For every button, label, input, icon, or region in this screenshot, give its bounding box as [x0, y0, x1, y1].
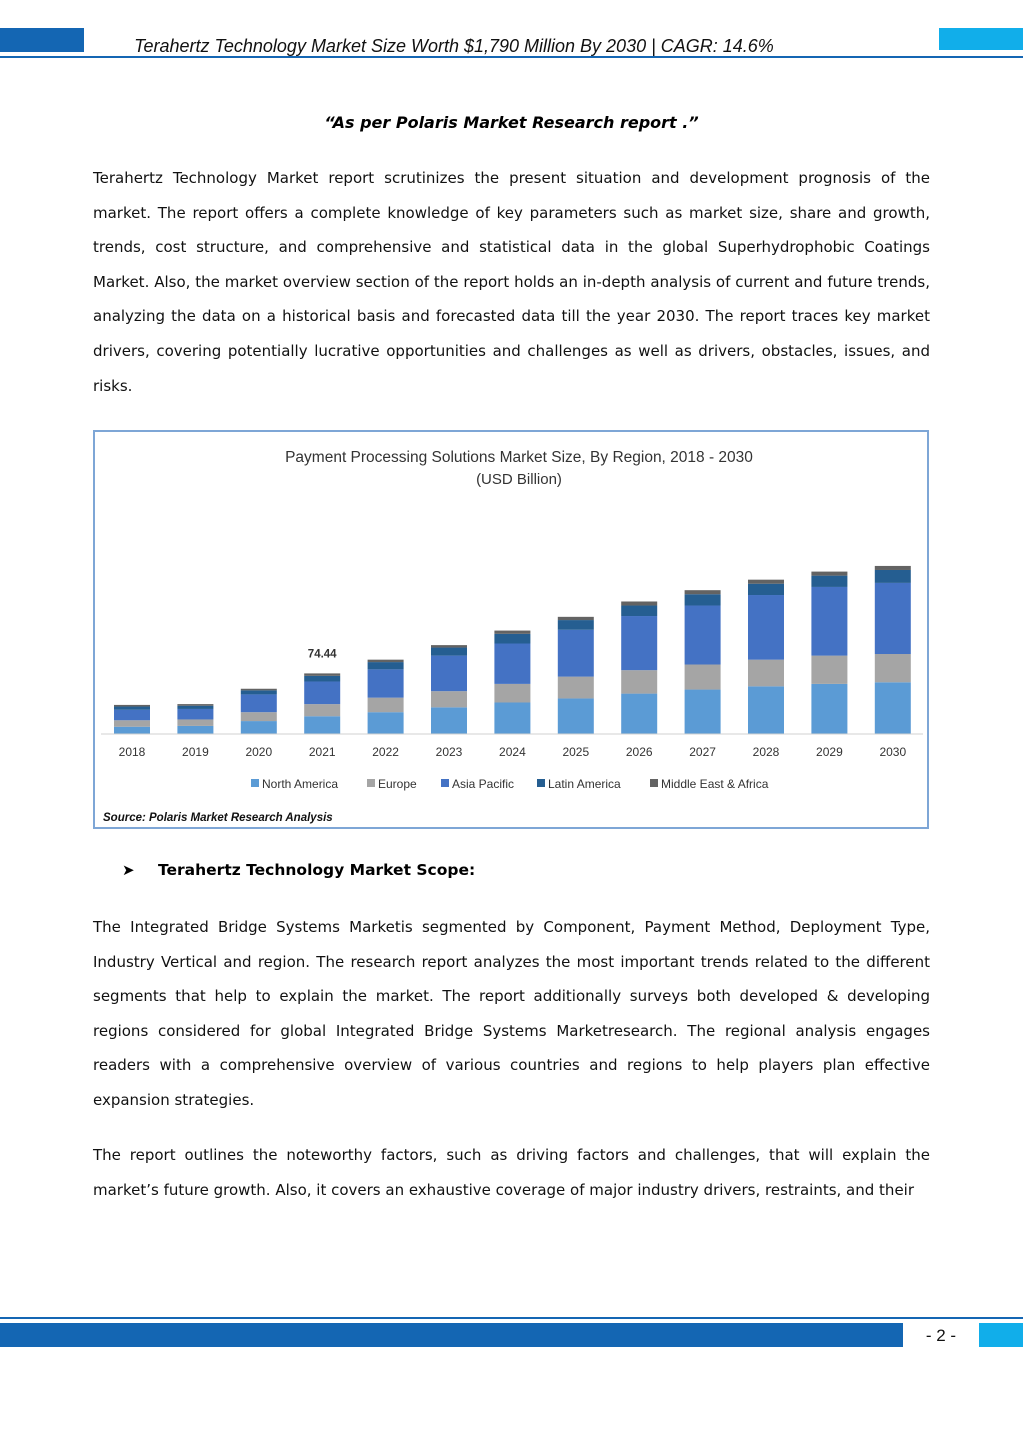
- bar-2025-north-america: [558, 698, 594, 734]
- bar-2023-asia-pacific: [431, 656, 467, 692]
- x-tick-label: 2028: [752, 745, 780, 759]
- footer-rule: [0, 1317, 1023, 1319]
- bar-2026-north-america: [621, 694, 657, 734]
- chart-data-labels: [308, 648, 337, 660]
- bar-2020-europe: [241, 712, 277, 721]
- x-tick-label: 2022: [372, 745, 399, 759]
- x-tick-label: 2030: [879, 745, 907, 759]
- x-tick-label: 2024: [499, 745, 526, 759]
- arrow-bullet-icon: ➤: [122, 861, 135, 879]
- bar-2028-europe: [748, 660, 784, 687]
- bar-2021-asia-pacific: [304, 681, 340, 704]
- bar-2023-europe: [431, 691, 467, 707]
- bar-2020-asia-pacific: [241, 694, 277, 712]
- bar-2024-north-america: [494, 702, 530, 734]
- market-size-chart: [93, 430, 929, 829]
- bar-2020-latin-america: [241, 690, 277, 694]
- x-tick-label: 2018: [118, 745, 146, 759]
- chart-canvas: [95, 432, 927, 827]
- bar-2020-middle-east-africa: [241, 689, 277, 691]
- legend-swatch: [367, 779, 375, 787]
- scope-heading-text: Terahertz Technology Market Scope:: [158, 861, 476, 879]
- chart-title: Payment Processing Solutions Market Size, By Region, 2018 - 2030: [285, 449, 753, 466]
- x-tick-label: 2023: [435, 745, 463, 759]
- bar-2026-middle-east-africa: [621, 601, 657, 605]
- bar-2029-middle-east-africa: [811, 572, 847, 576]
- bar-2019-asia-pacific: [177, 709, 213, 720]
- footer-accent-bar-left: [0, 1323, 903, 1347]
- bar-2028-north-america: [748, 686, 784, 734]
- scope-paragraph: The Integrated Bridge Systems Marketis segmented by Component, Payment Method, Deployment Type, Industry Vertical and region. The research report analyzes the most important trends related to the different segments that help to explain the market. The report additionally surveys both developed & developing regions considered for global Integrated Bridge Systems Marketresearch. The regional analysis engages readers with a comprehensive overview of various countries and regions to help players plan effective expansion strategies.: [93, 918, 930, 1109]
- bar-2019-latin-america: [177, 706, 213, 709]
- bar-2018-middle-east-africa: [114, 705, 150, 707]
- intro-paragraph: Terahertz Technology Market report scrutinizes the present situation and development prognosis of the market. The report offers a complete knowledge of key parameters such as market size, share and growth, trends, cost structure, and comprehensive and statistical data in the global Superhydrophobic Coatings Market. Also, the market overview section of the report holds an in-depth analysis of current and future trends, analyzing the data on a historical basis and forecasted data till the year 2030. The report traces key market drivers, covering potentially lucrative opportunities and challenges as well as drivers, obstacles, issues, and risks.: [93, 169, 930, 395]
- bar-2028-latin-america: [748, 584, 784, 595]
- x-tick-label: 2029: [816, 745, 843, 759]
- bar-2026-latin-america: [621, 606, 657, 617]
- bar-2021-middle-east-africa: [304, 673, 340, 675]
- bar-2018-north-america: [114, 727, 150, 734]
- scope-heading: [122, 861, 475, 879]
- bar-2030-asia-pacific: [875, 583, 911, 654]
- report-quote: “As per Polaris Market Research report .”: [324, 113, 699, 132]
- bar-2021-north-america: [304, 716, 340, 734]
- chart-source: Source: Polaris Market Research Analysis: [103, 812, 333, 824]
- bar-2023-latin-america: [431, 648, 467, 656]
- x-tick-label: 2020: [245, 745, 273, 759]
- bar-2029-asia-pacific: [811, 587, 847, 656]
- bar-2022-middle-east-africa: [368, 660, 404, 662]
- bar-2029-latin-america: [811, 576, 847, 587]
- bar-2028-middle-east-africa: [748, 580, 784, 584]
- bar-2024-latin-america: [494, 634, 530, 644]
- legend-swatch: [441, 779, 449, 787]
- bar-2025-latin-america: [558, 620, 594, 630]
- bar-2029-europe: [811, 656, 847, 684]
- outline-paragraph: The report outlines the noteworthy factors, such as driving factors and challenges, that will explain the market’s future growth. Also, it covers an exhaustive coverage of major industry drivers, restraints, and their: [93, 1146, 930, 1199]
- bar-2018-europe: [114, 720, 150, 726]
- legend-label: Asia Pacific: [452, 777, 515, 791]
- bar-2018-asia-pacific: [114, 710, 150, 721]
- bar-2019-north-america: [177, 726, 213, 734]
- bar-2022-europe: [368, 698, 404, 713]
- header-rule: [0, 56, 1023, 58]
- x-tick-label: 2027: [689, 745, 716, 759]
- chart-legend: [251, 777, 769, 791]
- bar-2022-north-america: [368, 712, 404, 734]
- bar-2030-europe: [875, 654, 911, 682]
- bar-2027-north-america: [685, 690, 721, 734]
- header-accent-bar-right: [939, 28, 1023, 50]
- bar-2022-asia-pacific: [368, 669, 404, 697]
- chart-bars: [114, 566, 911, 734]
- bar-2025-asia-pacific: [558, 630, 594, 677]
- bar-2027-latin-america: [685, 594, 721, 605]
- x-tick-label: 2021: [308, 745, 336, 759]
- bar-2023-middle-east-africa: [431, 645, 467, 647]
- bar-2019-europe: [177, 719, 213, 725]
- legend-label: North America: [262, 777, 339, 791]
- x-tick-label: 2025: [562, 745, 590, 759]
- bar-2027-middle-east-africa: [685, 590, 721, 594]
- data-label: 74.44: [307, 648, 337, 661]
- bar-2029-north-america: [811, 684, 847, 734]
- bar-2021-latin-america: [304, 676, 340, 682]
- legend-label: Latin America: [548, 777, 621, 791]
- bar-2027-europe: [685, 665, 721, 690]
- footer-accent-bar-right: [979, 1323, 1023, 1347]
- bar-2030-latin-america: [875, 570, 911, 583]
- bar-2027-asia-pacific: [685, 606, 721, 665]
- bar-2028-asia-pacific: [748, 595, 784, 660]
- x-tick-label: 2019: [182, 745, 209, 759]
- bar-2019-middle-east-africa: [177, 704, 213, 706]
- bar-2024-europe: [494, 684, 530, 703]
- chart-subtitle: (USD Billion): [476, 471, 562, 488]
- bar-2020-north-america: [241, 721, 277, 734]
- bar-2024-middle-east-africa: [494, 631, 530, 634]
- x-tick-label: 2026: [625, 745, 653, 759]
- bar-2026-asia-pacific: [621, 616, 657, 670]
- bar-2023-north-america: [431, 707, 467, 734]
- legend-swatch: [251, 779, 259, 787]
- bar-2025-middle-east-africa: [558, 617, 594, 620]
- bar-2022-latin-america: [368, 662, 404, 669]
- page-header-title: Terahertz Technology Market Size Worth $1,790 Million By 2030 | CAGR: 14.6%: [134, 36, 774, 56]
- bar-2030-middle-east-africa: [875, 566, 911, 570]
- bar-2021-europe: [304, 704, 340, 716]
- legend-label: Europe: [378, 777, 417, 791]
- legend-swatch: [537, 779, 545, 787]
- legend-swatch: [650, 779, 658, 787]
- bar-2030-north-america: [875, 682, 911, 734]
- bar-2018-latin-america: [114, 707, 150, 710]
- legend-label: Middle East & Africa: [661, 777, 769, 791]
- page-number: - 2 -: [925, 1326, 957, 1345]
- bar-2026-europe: [621, 670, 657, 693]
- bar-2024-asia-pacific: [494, 644, 530, 684]
- bar-2025-europe: [558, 677, 594, 699]
- x-axis-ticks: [119, 745, 907, 759]
